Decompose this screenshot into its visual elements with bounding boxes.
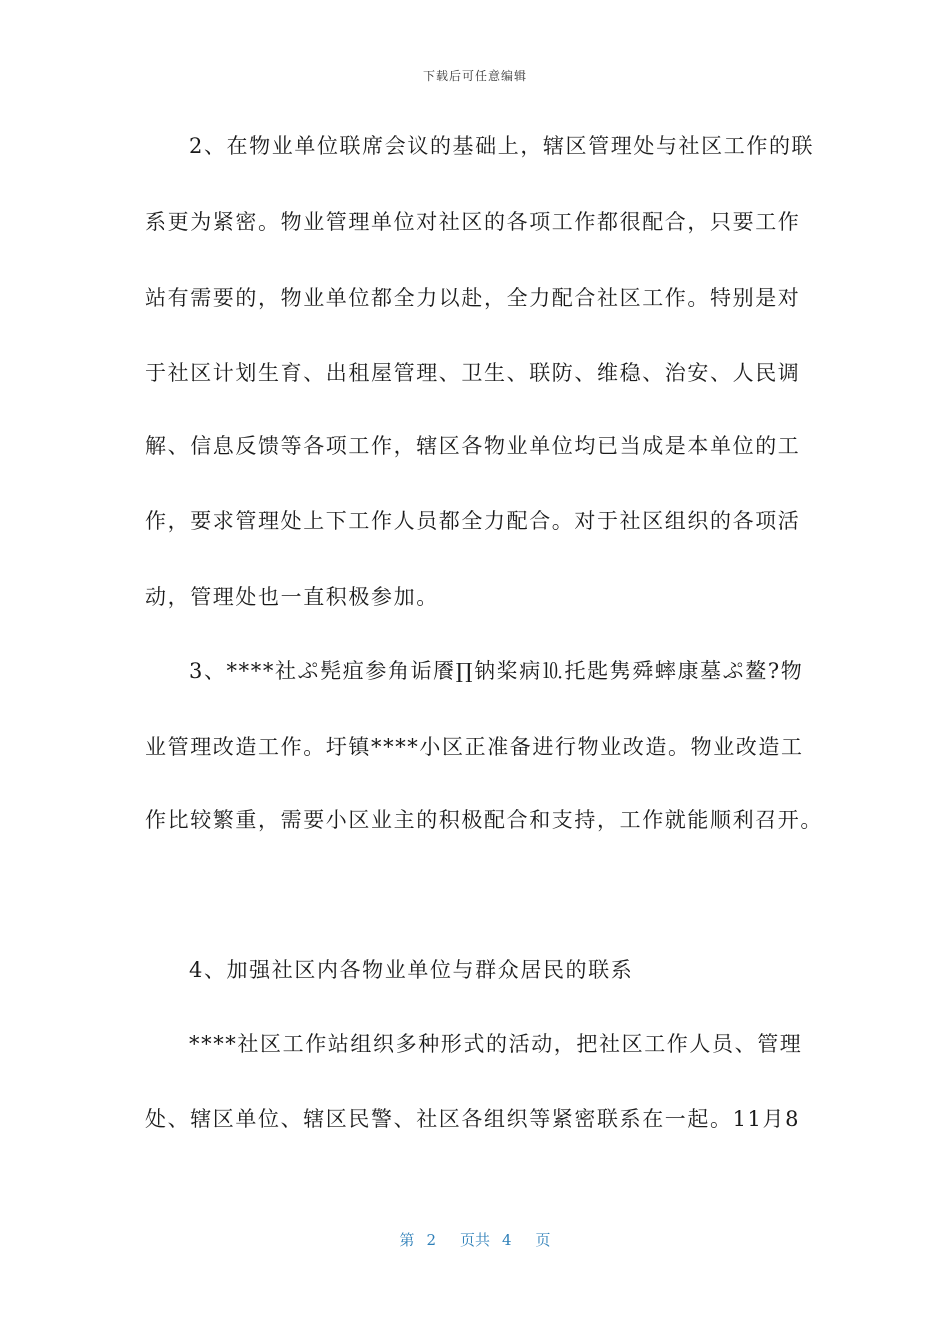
footer-total-pages: 4 [502, 1231, 512, 1249]
text-line: 作，要求管理处上下工作人员都全力配合。对于社区组织的各项活 [145, 509, 801, 533]
text-line: 于社区计划生育、出租屋管理、卫生、联防、维稳、治安、人民调 [145, 361, 801, 385]
text-line: 3、****社ぷ髡疽参角诟餍∏钠桨病⒑托匙隽舜蟀康墓ぷ鳌?物 [189, 659, 804, 683]
footer-prefix: 第 [399, 1231, 415, 1249]
text-line: 站有需要的，物业单位都全力以赴，全力配合社区工作。特别是对 [145, 286, 801, 310]
text-line: 作比较繁重，需要小区业主的积极配合和支持，工作就能顺利召开。 [145, 808, 823, 832]
footer-suffix: 页 [535, 1231, 551, 1249]
text-line: 系更为紧密。物业管理单位对社区的各项工作都很配合，只要工作 [145, 210, 801, 234]
page-number-footer [0, 1229, 950, 1250]
text-line: 解、信息反馈等各项工作，辖区各物业单位均已当成是本单位的工 [145, 434, 801, 458]
text-line: ****社区工作站组织多种形式的活动，把社区工作人员、管理 [189, 1032, 803, 1056]
page-header-note: 下载后可任意编辑 [422, 69, 527, 83]
text-line: 业管理改造工作。圩镇****小区正准备进行物业改造。物业改造工 [145, 735, 804, 759]
text-line: 动，管理处也一直积极参加。 [145, 585, 439, 609]
text-line: 2、在物业单位联席会议的基础上，辖区管理处与社区工作的联 [189, 134, 815, 158]
footer-current-page: 2 [426, 1231, 436, 1249]
footer-middle: 页共 [459, 1231, 490, 1249]
section-heading: 4、加强社区内各物业单位与群众居民的联系 [189, 958, 634, 982]
text-line: 处、辖区单位、辖区民警、社区各组织等紧密联系在一起。11月8 [145, 1107, 801, 1131]
